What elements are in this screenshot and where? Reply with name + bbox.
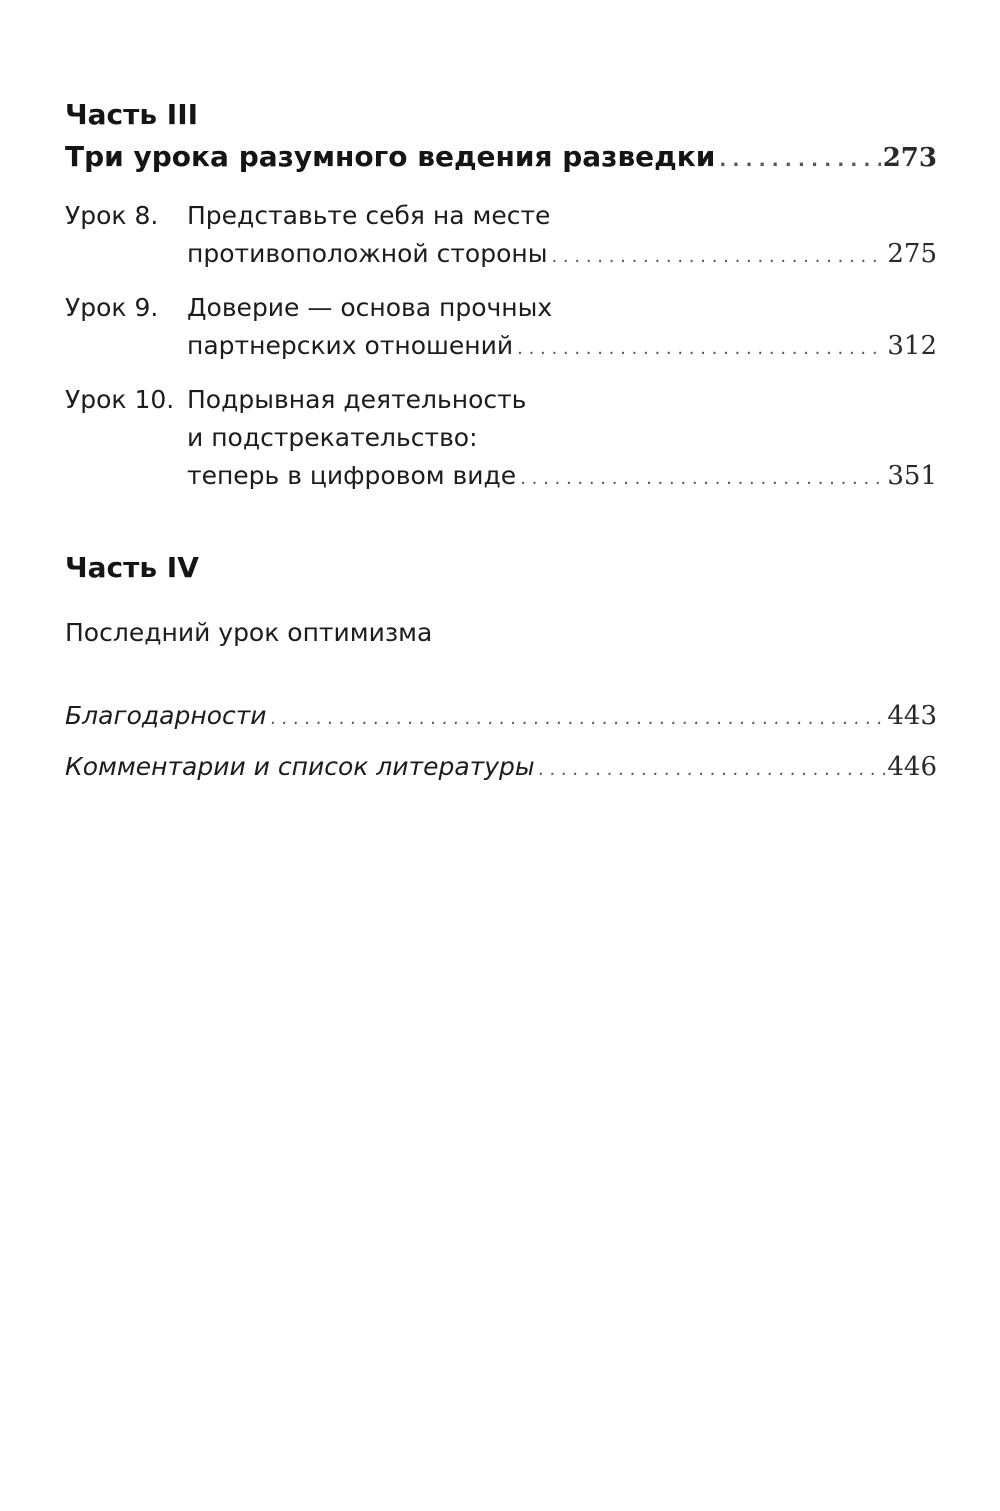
toc-entry-acknowledgements[interactable]	[65, 692, 937, 743]
lesson-title-line: теперь в цифровом виде	[187, 461, 517, 490]
lesson-title-line: Подрывная деятельность	[187, 385, 527, 414]
lesson-title	[187, 197, 937, 276]
lesson-title	[187, 289, 937, 368]
lesson-title-line: противоположной стороны	[187, 239, 548, 268]
back-matter	[65, 692, 937, 794]
dot-leader	[551, 238, 885, 276]
part-4-section	[65, 548, 937, 652]
lesson-title-line: партнерских отношений	[187, 331, 514, 360]
lesson-number: Урок 8.	[65, 201, 159, 230]
lesson-title-line: Доверие — основа прочных	[187, 293, 553, 322]
table-of-contents	[65, 95, 937, 794]
toc-entry-lesson-10[interactable]	[65, 381, 937, 498]
page-number: 273	[882, 143, 937, 173]
dot-leader	[517, 330, 885, 368]
dot-leader	[271, 695, 886, 743]
lesson-title-line: и подстрекательство:	[187, 423, 478, 452]
dot-leader	[719, 139, 880, 183]
entry-title: Комментарии и список литературы	[65, 752, 535, 781]
part-4-label: Часть IV	[65, 551, 199, 584]
page-number: 446	[887, 752, 937, 782]
lesson-title	[187, 381, 937, 498]
page-number: 275	[887, 239, 937, 269]
page-number: 443	[887, 701, 937, 731]
lesson-title-last-line	[187, 457, 937, 498]
lesson-title-line: Представьте себя на месте	[187, 201, 551, 230]
part-3-section	[65, 95, 937, 498]
entry-title: Благодарности	[65, 701, 267, 730]
lesson-list	[65, 197, 937, 498]
lesson-title-last-line	[187, 327, 937, 368]
part-3-label: Часть III	[65, 98, 199, 131]
part-3-title: Три урока разумного ведения разведки	[65, 140, 716, 173]
toc-entry-notes-bibliography[interactable]	[65, 743, 937, 794]
lesson-number: Урок 10.	[65, 385, 175, 414]
part-4-subtitle[interactable]: Последний урок оптимизма	[65, 618, 433, 647]
dot-leader	[520, 460, 885, 498]
dot-leader	[539, 746, 886, 794]
part-3-title-entry[interactable]	[65, 135, 937, 183]
toc-entry-lesson-8[interactable]	[65, 197, 937, 276]
toc-entry-lesson-9[interactable]	[65, 289, 937, 368]
lesson-title-last-line	[187, 235, 937, 276]
lesson-number: Урок 9.	[65, 293, 159, 322]
page-number: 351	[887, 461, 937, 491]
page-number: 312	[887, 331, 937, 361]
